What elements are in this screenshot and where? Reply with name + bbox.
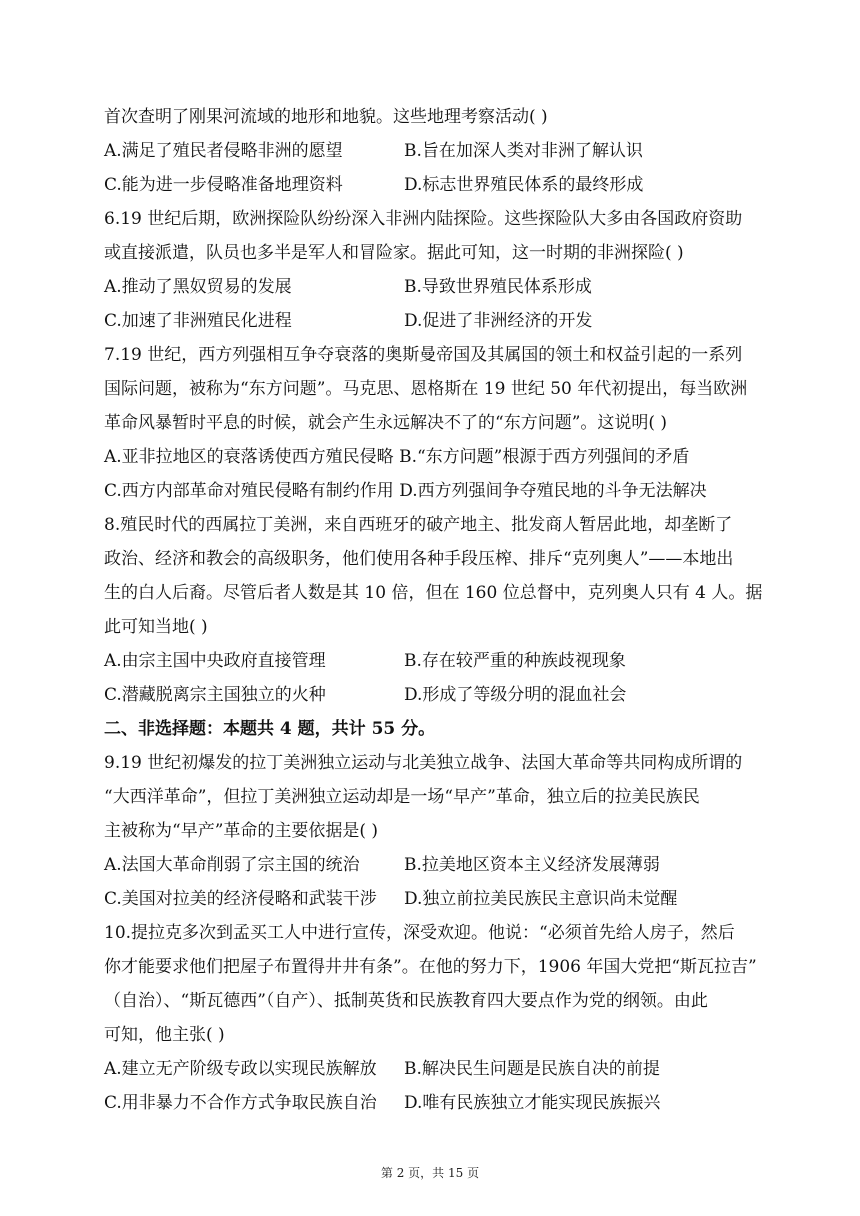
option: C.加速了非洲殖民化进程: [104, 311, 292, 331]
text-line: “大西洋革命”，但拉丁美洲独立运动却是一场“早产”革命，独立后的拉美民族民: [104, 787, 700, 807]
option-row: [104, 1052, 764, 1086]
page-number: 第 2 页，共 15 页: [380, 1166, 480, 1180]
option-row: C.西方内部革命对殖民侵略有制约作用 D.西方列强间争夺殖民地的斗争无法解决: [104, 481, 707, 501]
option: D.独立前拉美民族民主意识尚未觉醒: [404, 889, 678, 909]
document-body: [104, 100, 764, 1120]
option: B.导致世界殖民体系形成: [404, 277, 592, 297]
text-line: 国际问题，被称为“东方问题”。马克思、恩格斯在 19 世纪 50 年代初提出，每当欧洲: [104, 379, 748, 399]
question-10: 10.提拉克多次到孟买工人中进行宣传，深受欢迎。他说：“必须首先给人房子，然后: [104, 923, 735, 943]
option: C.美国对拉美的经济侵略和武装干涉: [104, 889, 377, 909]
option-row: [104, 134, 764, 168]
text-line: 可知，他主张( ): [104, 1025, 225, 1045]
option-row: [104, 168, 764, 202]
option: C.能为进一步侵略准备地理资料: [104, 175, 343, 195]
text-line: 生的白人后裔。尽管后者人数是其 10 倍，但在 160 位总督中，克列奥人只有 4 人。据: [104, 583, 763, 603]
option: A.法国大革命削弱了宗主国的统治: [104, 855, 360, 875]
option: D.促进了非洲经济的开发: [404, 311, 593, 331]
text-line: 或直接派遣，队员也多半是军人和冒险家。据此可知，这一时期的非洲探险( ): [104, 243, 684, 263]
text-line: （自治）、“斯瓦德西”（自产）、抵制英货和民族教育四大要点作为党的纲领。由此: [104, 991, 708, 1011]
option: B.拉美地区资本主义经济发展薄弱: [404, 855, 660, 875]
section-heading: 二、非选择题：本题共 4 题，共计 55 分。: [104, 719, 436, 739]
option: A.由宗主国中央政府直接管理: [104, 651, 326, 671]
option: A.满足了殖民者侵略非洲的愿望: [104, 141, 343, 161]
text-line: 首次查明了刚果河流域的地形和地貌。这些地理考察活动( ): [104, 107, 548, 127]
question-6: 6.19 世纪后期，欧洲探险队纷纷深入非洲内陆探险。这些探险队大多由各国政府资助: [104, 209, 743, 229]
text-line: 此可知当地( ): [104, 617, 208, 637]
question-7: 7.19 世纪，西方列强相互争夺衰落的奥斯曼帝国及其属国的领土和权益引起的一系列: [104, 345, 743, 365]
option: C.潜藏脱离宗主国独立的火种: [104, 685, 326, 705]
option: A.建立无产阶级专政以实现民族解放: [104, 1059, 377, 1079]
option-row: [104, 1086, 764, 1120]
option: D.唯有民族独立才能实现民族振兴: [404, 1093, 661, 1113]
option: D.形成了等级分明的混血社会: [404, 685, 627, 705]
option-row: [104, 882, 764, 916]
option: C.用非暴力不合作方式争取民族自治: [104, 1093, 377, 1113]
option: B.存在较严重的种族歧视现象: [404, 651, 626, 671]
option: B.旨在加深人类对非洲了解认识: [404, 141, 643, 161]
option: A.推动了黑奴贸易的发展: [104, 277, 292, 297]
question-9: 9.19 世纪初爆发的拉丁美洲独立运动与北美独立战争、法国大革命等共同构成所谓的: [104, 753, 743, 773]
option-row: A.亚非拉地区的衰落诱使西方殖民侵略 B.“东方问题”根源于西方列强间的矛盾: [104, 447, 690, 467]
option: B.解决民生问题是民族自决的前提: [404, 1059, 660, 1079]
option-row: [104, 644, 764, 678]
option-row: [104, 270, 764, 304]
text-line: 你才能要求他们把屋子布置得井井有条”。在他的努力下，1906 年国大党把“斯瓦拉吉”: [104, 957, 757, 977]
option-row: [104, 304, 764, 338]
text-line: 主被称为“早产”革命的主要依据是( ): [104, 821, 379, 841]
option: D.标志世界殖民体系的最终形成: [404, 175, 644, 195]
question-8: 8.殖民时代的西属拉丁美洲，来自西班牙的破产地主、批发商人暂居此地，却垄断了: [104, 515, 733, 535]
text-line: 革命风暴暂时平息的时候，就会产生永远解决不了的“东方问题”。这说明( ): [104, 413, 668, 433]
option-row: [104, 848, 764, 882]
option-row: [104, 678, 764, 712]
text-line: 政治、经济和教会的高级职务，他们使用各种手段压榨、排斥“克列奥人”——本地出: [104, 549, 734, 569]
